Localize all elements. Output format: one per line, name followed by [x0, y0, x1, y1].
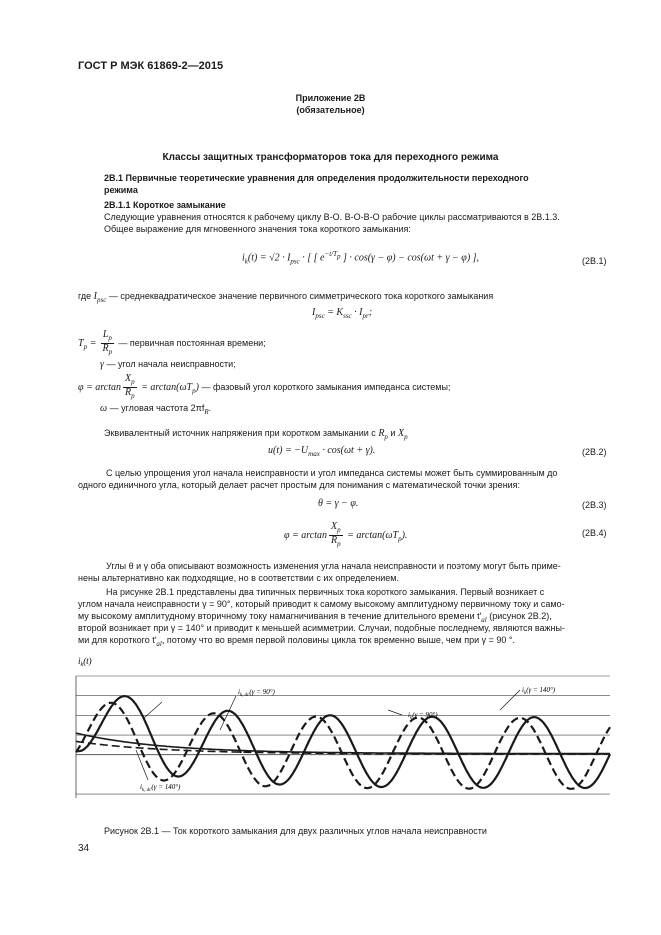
psc-definition: где $I_{psc}$ — среднеквадратическое значение первичного симметрического тока короткого замыкания — [78, 291, 494, 304]
leader-line-ik-140 — [500, 690, 520, 710]
equation-2b3-number: (2В.3) — [582, 500, 607, 510]
y-axis-label: $i_k(t)$ — [78, 656, 92, 668]
angles-line2: нены альтернативно как подходящие, но в соответствии с их определением. — [78, 573, 399, 583]
equation-2b2-number: (2В.2) — [582, 447, 607, 457]
figure-text-line2: углом начала неисправности γ = 90°, который приводит к самому высокому амплитудному первичному току и само- — [78, 599, 565, 609]
figure-text-line1: На рисунке 2В.1 представлены два типичных первичных тока короткого замыкания. Первый возникает с — [106, 587, 545, 597]
series-line-0 — [76, 696, 610, 788]
equiv-source-line: Эквивалентный источник напряжения при коротком замыкании с $R_p$ и $X_p$ — [104, 428, 408, 441]
series-line-2 — [76, 733, 610, 754]
figure-text-line3-b: (рисунок 2В.2), — [486, 611, 552, 621]
tp-definition: $T_p$ = $\frac{L_p}{R_p}$ — первичная постоянная времени; — [78, 329, 266, 356]
label-ik-dc-140: $i_{k, dc}(\gamma = 140^\circ)$ — [140, 783, 181, 793]
figure-text-line4: второй возникает при γ = 140° и приводит к меньшей асимметрии. Случаи, подобные последнему, являются важны- — [78, 623, 565, 633]
figure-caption: Рисунок 2В.1 — Ток короткого замыкания для двух различных углов начала неисправности — [104, 826, 487, 836]
equation-2b3: θ = γ − φ. — [318, 498, 359, 509]
figure-text-line3: му высокому амплитудному вторичному току намагничивания в течение длительного времени $t'_{al}$ (рисунок 2В.2), — [78, 611, 552, 624]
omega-definition-text: — угловая частота 2πf — [109, 403, 205, 413]
equiv-source-text: Эквивалентный источник напряжения при коротком замыкании с — [104, 428, 376, 438]
equation-2b4: φ = arctan $\frac{X_p}{R_p}$ = $\arctan(\omega T_p)$. — [284, 521, 408, 548]
omega-definition: ω — угловая частота $2\pi f_R$. — [100, 403, 212, 416]
main-title: Классы защитных трансформаторов тока для переходного режима — [162, 152, 499, 163]
document-id: ГОСТ Р МЭК 61869-2—2015 — [78, 60, 224, 72]
label-ik-dc-90: $i_{k, dc}(\gamma = 90^\circ)$ — [238, 688, 275, 698]
simplify-line2: одного единичного угла, который делает расчет простым для понимания с математической точки зрения: — [78, 480, 521, 490]
page-number: 34 — [78, 843, 90, 854]
figure-text-line5: ми для короткого $t'_{al}$, потому что во время первой половины цикла ток временно выше, чем при γ = 90 °. — [78, 635, 516, 648]
chart-curves — [76, 696, 610, 789]
appendix-title: Приложение 2В — [295, 93, 366, 103]
label-ik-90: $i_k(\gamma = 90^\circ)$ — [408, 711, 438, 721]
leader-line-ik-90 — [388, 710, 402, 715]
phi-definition: φ = arctan $\frac{X_p}{R_p}$ = $\arctan(\omega T_p)$ — фазовый угол короткого замыкания импеданса системы; — [78, 373, 451, 400]
paragraph-1-line2: Общее выражение для мгновенного значения тока короткого замыкания: — [104, 224, 411, 234]
label-ik-140: $i_k(\gamma = 140^\circ)$ — [522, 686, 556, 696]
figure-text-line3-a: му высокому амплитудному вторичному току намагничивания в течение длительного времени t′ — [78, 611, 482, 621]
paragraph-1-line1: Следующие уравнения относятся к рабочему циклу В-О. В-О-В-О рабочие циклы рассматриваются в 2В.1.3. — [104, 212, 560, 222]
equation-2b1: $i_k(t) = √2 \cdot I_{psc}$ · [ [ $e^{-t/T_p}$ ] · cos(γ − φ) − cos(ωt + γ − φ) ], — [242, 250, 480, 266]
angles-line1: Углы θ и γ оба описывают возможность изменения угла начала неисправности и поэтому могут быть приме- — [106, 561, 561, 571]
tp-definition-text: — первичная постоянная времени; — [118, 337, 266, 348]
figure-text-line5-a: ми для короткого t′ — [78, 635, 157, 645]
gamma-definition-text: — угол начала неисправности; — [106, 359, 236, 369]
gamma-definition: γ — угол начала неисправности; — [100, 359, 236, 370]
psc-definition-text: — среднеквадратическое значение первичного симметрического тока короткого замыкания — [108, 291, 494, 301]
psc-formula: $I_{psc} = K_{ssc} \cdot I_{pr}$; — [312, 307, 373, 320]
phi-definition-text: — фазовый угол короткого замыкания импеданса системы; — [201, 381, 451, 392]
figure-text-line5-b: , потому что во время первой половины цикла ток временно выше, чем при γ = 90 °. — [161, 635, 516, 645]
simplify-line1: С целью упрощения угол начала неисправности и угол импеданса системы может быть суммированным до — [106, 468, 558, 478]
current-chart — [70, 650, 640, 830]
appendix-status: (обязательное) — [296, 105, 365, 115]
equation-2b1-number: (2В.1) — [582, 256, 607, 266]
equation-2b4-number: (2В.4) — [582, 528, 607, 538]
section-2b1-title-line1: 2В.1 Первичные теоретические уравнения для определения продолжительности переходного — [104, 173, 529, 183]
section-2b11-title: 2В.1.1 Короткое замыкание — [104, 200, 226, 210]
equation-2b2: $u(t) = -U_{max} \cdot \cos(\omega t + \gamma)$. — [268, 445, 376, 458]
section-2b1-title-line2: режима — [104, 185, 138, 195]
chart-grid — [76, 676, 610, 798]
